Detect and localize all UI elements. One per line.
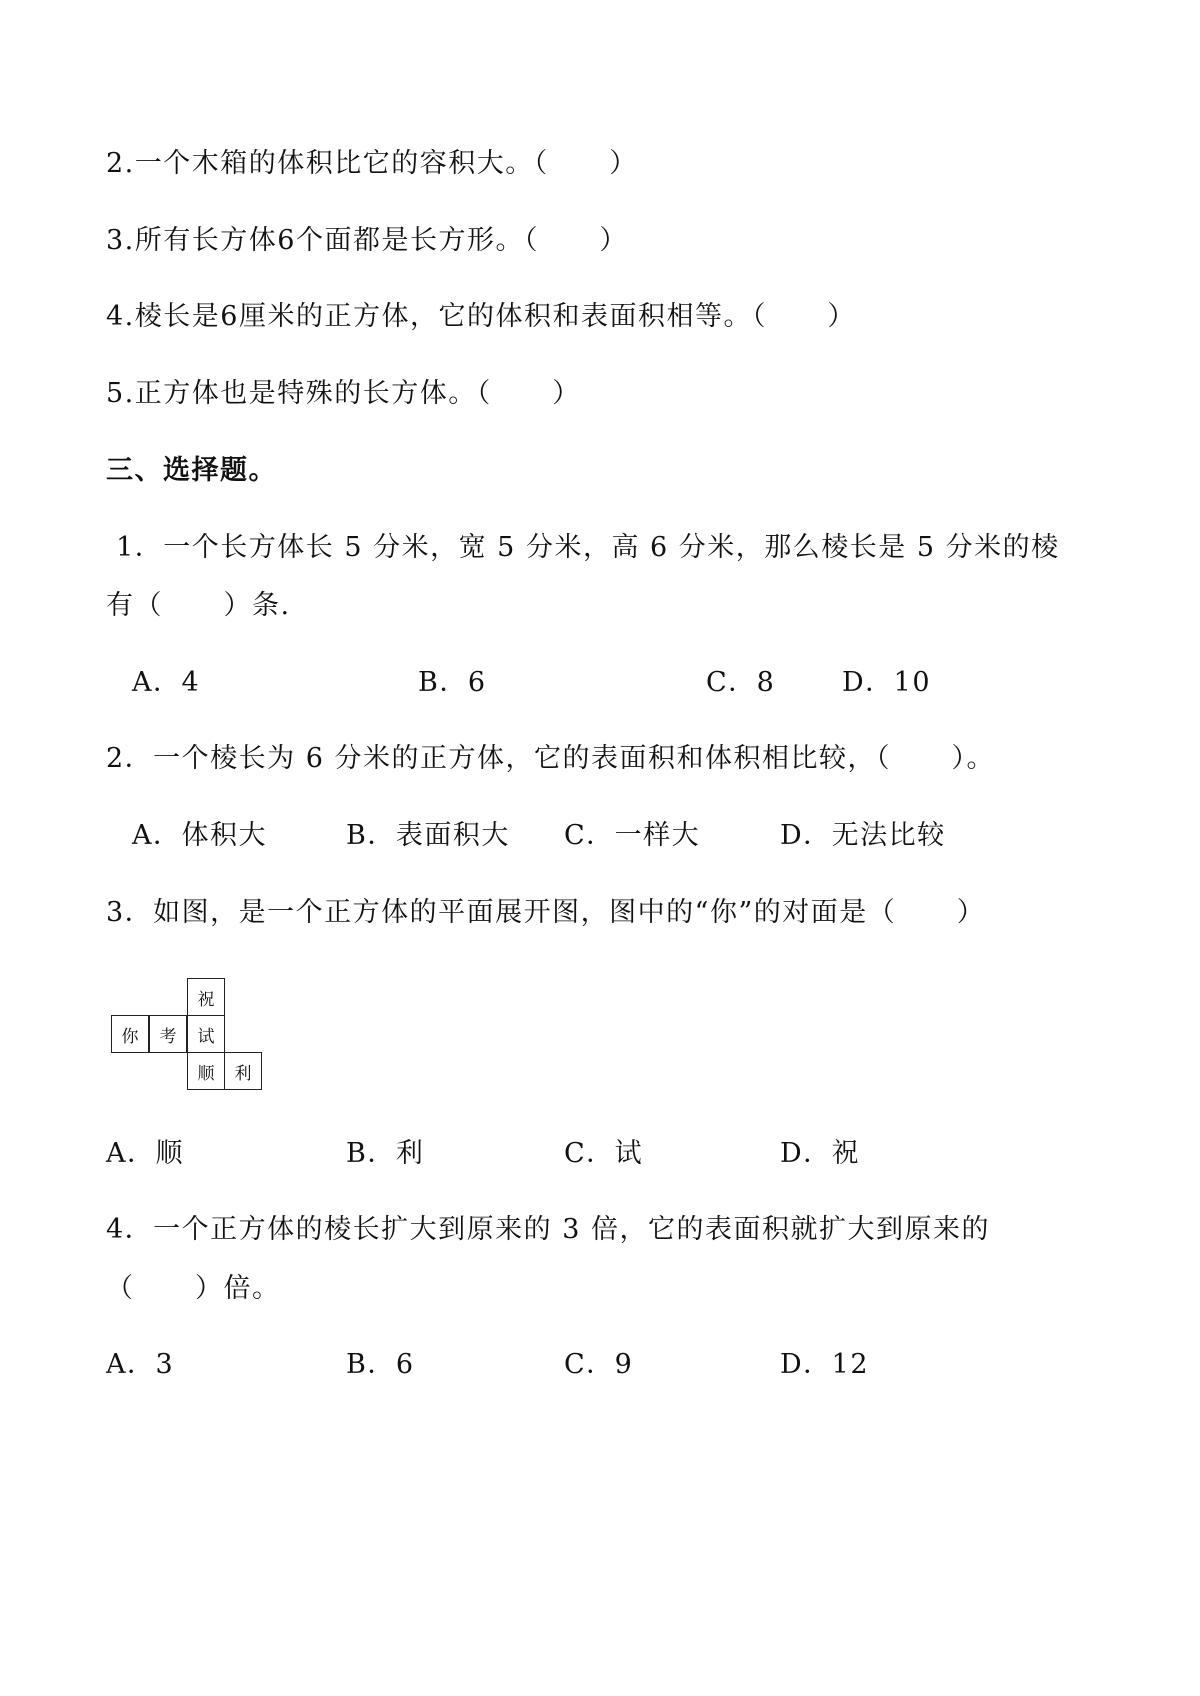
question-2-option-a: A．体积大 [132,820,267,851]
judgement-item-5: 5.正方体也是特殊的长方体。（ ） [106,378,581,409]
judgement-item-4: 4.棱长是6厘米的正方体，它的体积和表面积相等。（ ） [106,301,856,332]
net-cell-shun: 顺 [187,1052,225,1090]
judgement-item-2: 2.一个木箱的体积比它的容积大。（ ） [106,148,638,179]
net-cell-shi: 试 [187,1015,225,1053]
question-4-option-d: D．12 [780,1349,870,1380]
question-4-option-c: C．9 [564,1349,634,1380]
question-3-option-a: A．顺 [106,1138,184,1169]
question-3-option-d: D．祝 [780,1138,861,1169]
question-1-line-2: 有（ ）条. [106,590,291,621]
question-4-line-1: 4．一个正方体的棱长扩大到原来的 3 倍，它的表面积就扩大到原来的 [106,1214,991,1245]
question-4-option-a: A．3 [106,1349,175,1380]
question-1-line-1: 1．一个长方体长 5 分米，宽 5 分米，高 6 分米，那么棱长是 5 分米的棱 [106,532,1060,563]
question-4-option-b: B．6 [346,1349,415,1380]
question-3-option-c: C．试 [564,1138,644,1169]
question-1-option-d: D．10 [842,667,932,698]
net-cell-li: 利 [224,1052,262,1090]
net-cell-kao: 考 [149,1015,187,1053]
question-3-line-1: 3．如图，是一个正方体的平面展开图，图中的“你”的对面是（ ） [106,897,986,928]
question-3-option-b: B．利 [346,1138,425,1169]
question-4-line-2: （ ）倍。 [106,1273,281,1304]
question-2-line-1: 2．一个棱长为 6 分米的正方体，它的表面积和体积相比较，（ ）。 [106,743,996,774]
question-2-option-b: B．表面积大 [346,820,510,851]
question-2-option-c: C．一样大 [564,820,701,851]
question-1-option-c: C．8 [706,667,776,698]
net-cell-zhu: 祝 [187,978,225,1016]
question-1-option-b: B．6 [418,667,487,698]
question-2-option-d: D．无法比较 [780,820,946,851]
net-cell-ni: 你 [111,1015,149,1053]
question-1-option-a: A．4 [132,667,201,698]
section-title: 三、选择题。 [106,455,277,486]
judgement-item-3: 3.所有长方体6个面都是长方形。（ ） [106,225,628,256]
